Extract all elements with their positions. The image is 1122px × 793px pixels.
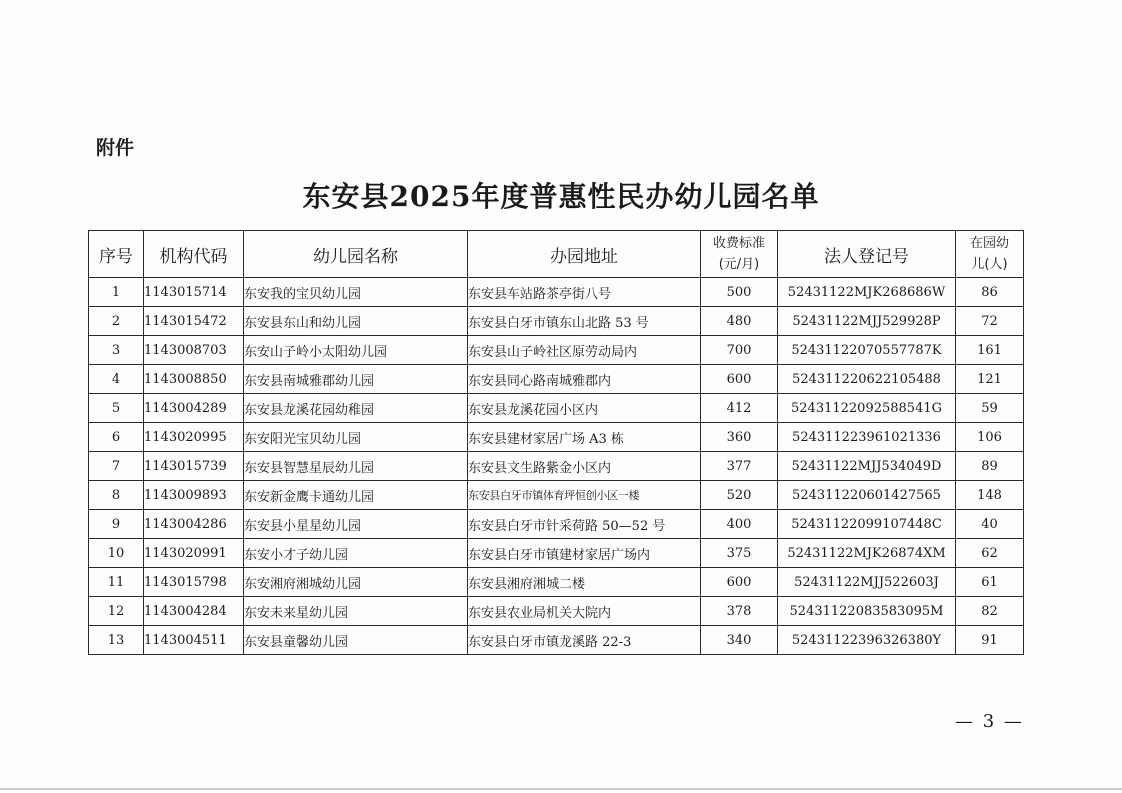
table-row bbox=[89, 568, 1024, 597]
column-header-reg-no: 法人登记号 bbox=[778, 231, 956, 278]
cell-name: 东安山子岭小太阳幼儿园 bbox=[244, 336, 468, 365]
table-row bbox=[89, 452, 1024, 481]
cell-reg-no: 52431122MJJ534049D bbox=[778, 452, 956, 481]
cell-index: 5 bbox=[89, 394, 144, 423]
cell-org-code: 1143015472 bbox=[144, 307, 244, 336]
cell-name: 东安县智慧星辰幼儿园 bbox=[244, 452, 468, 481]
table-row bbox=[89, 365, 1024, 394]
cell-children: 161 bbox=[956, 336, 1024, 365]
cell-fee: 412 bbox=[701, 394, 778, 423]
cell-reg-no: 52431122062210548​8 bbox=[778, 365, 956, 394]
cell-name: 东安未来星幼儿园 bbox=[244, 597, 468, 626]
cell-fee: 520 bbox=[701, 481, 778, 510]
cell-reg-no: 52431122099107448C bbox=[778, 510, 956, 539]
table-row bbox=[89, 307, 1024, 336]
table-row bbox=[89, 336, 1024, 365]
cell-reg-no: 52431122396102133​6 bbox=[778, 423, 956, 452]
cell-address: 东安县山子岭社区原劳动局内 bbox=[468, 336, 701, 365]
cell-reg-no: 52431122083583095M bbox=[778, 597, 956, 626]
cell-address: 东安县白牙市针采荷路 50—52 号 bbox=[468, 510, 701, 539]
table-row bbox=[89, 423, 1024, 452]
cell-children: 61 bbox=[956, 568, 1024, 597]
column-header-org-code: 机构代码 bbox=[144, 231, 244, 278]
cell-org-code: 1143004289 bbox=[144, 394, 244, 423]
cell-org-code: 1143009893 bbox=[144, 481, 244, 510]
document-title: 东安县2025年度普惠性民办幼儿园名单 bbox=[302, 180, 820, 213]
cell-name: 东安新金鹰卡通幼儿园 bbox=[244, 481, 468, 510]
cell-org-code: 1143020995 bbox=[144, 423, 244, 452]
column-header-address: 办园地址 bbox=[468, 231, 701, 278]
column-header-name: 幼儿园名称 bbox=[244, 231, 468, 278]
cell-index: 13 bbox=[89, 626, 144, 655]
cell-reg-no: 52431122MJJ529928P bbox=[778, 307, 956, 336]
attachment-label: 附件 bbox=[96, 137, 135, 159]
cell-index: 7 bbox=[89, 452, 144, 481]
cell-org-code: 1143004284 bbox=[144, 597, 244, 626]
cell-address: 东安县湘府湘城二楼 bbox=[468, 568, 701, 597]
cell-reg-no: 52431122092588541G bbox=[778, 394, 956, 423]
table-row bbox=[89, 597, 1024, 626]
cell-children: 82 bbox=[956, 597, 1024, 626]
cell-children: 59 bbox=[956, 394, 1024, 423]
cell-name: 东安县龙溪花园幼稚园 bbox=[244, 394, 468, 423]
cell-name: 东安县东山和幼儿园 bbox=[244, 307, 468, 336]
cell-org-code: 1143015798 bbox=[144, 568, 244, 597]
cell-children: 106 bbox=[956, 423, 1024, 452]
cell-address: 东安县农业局机关大院内 bbox=[468, 597, 701, 626]
cell-org-code: 1143015714 bbox=[144, 278, 244, 307]
cell-org-code: 1143008703 bbox=[144, 336, 244, 365]
cell-org-code: 1143008850 bbox=[144, 365, 244, 394]
table-row bbox=[89, 510, 1024, 539]
cell-fee: 700 bbox=[701, 336, 778, 365]
column-header-fee-line2: (元/月) bbox=[718, 257, 760, 272]
cell-name: 东安县南城雅郡幼儿园 bbox=[244, 365, 468, 394]
cell-address: 东安县龙溪花园小区内 bbox=[468, 394, 701, 423]
cell-address: 东安县白牙市镇体育坪恒创小区一楼 bbox=[468, 481, 701, 510]
cell-children: 62 bbox=[956, 539, 1024, 568]
cell-children: 72 bbox=[956, 307, 1024, 336]
cell-fee: 500 bbox=[701, 278, 778, 307]
cell-address: 东安县白牙市镇龙溪路 22-3 bbox=[468, 626, 701, 655]
cell-children: 89 bbox=[956, 452, 1024, 481]
cell-address: 东安县白牙市镇东山北路 53 号 bbox=[468, 307, 701, 336]
cell-fee: 600 bbox=[701, 568, 778, 597]
cell-index: 12 bbox=[89, 597, 144, 626]
cell-children: 40 bbox=[956, 510, 1024, 539]
cell-reg-no: 52431122MJK268686W bbox=[778, 278, 956, 307]
cell-children: 91 bbox=[956, 626, 1024, 655]
cell-index: 4 bbox=[89, 365, 144, 394]
cell-name: 东安我的宝贝幼儿园 bbox=[244, 278, 468, 307]
cell-fee: 360 bbox=[701, 423, 778, 452]
cell-fee: 375 bbox=[701, 539, 778, 568]
cell-index: 8 bbox=[89, 481, 144, 510]
cell-index: 2 bbox=[89, 307, 144, 336]
cell-address: 东安县建材家居广场 A3 栋 bbox=[468, 423, 701, 452]
cell-address: 东安县文生路紫金小区内 bbox=[468, 452, 701, 481]
page-number: — 3 — bbox=[955, 711, 1024, 732]
column-header-children-line1: 在园幼 bbox=[969, 236, 1009, 251]
cell-index: 1 bbox=[89, 278, 144, 307]
cell-address: 东安县车站路茶亭街八号 bbox=[468, 278, 701, 307]
cell-children: 86 bbox=[956, 278, 1024, 307]
cell-reg-no: 52431122MJJ522603J bbox=[778, 568, 956, 597]
cell-reg-no: 52431122396326380Y bbox=[778, 626, 956, 655]
cell-fee: 400 bbox=[701, 510, 778, 539]
cell-name: 东安湘府湘城幼儿园 bbox=[244, 568, 468, 597]
cell-address: 东安县白牙市镇建材家居广场内 bbox=[468, 539, 701, 568]
cell-reg-no: 52431122MJK26874XM bbox=[778, 539, 956, 568]
table-header-row bbox=[89, 231, 1024, 278]
cell-fee: 480 bbox=[701, 307, 778, 336]
cell-org-code: 1143004286 bbox=[144, 510, 244, 539]
column-header-fee bbox=[701, 231, 778, 278]
cell-reg-no: 52431122060142756​5 bbox=[778, 481, 956, 510]
table-row bbox=[89, 278, 1024, 307]
cell-org-code: 1143015739 bbox=[144, 452, 244, 481]
cell-index: 10 bbox=[89, 539, 144, 568]
table-row bbox=[89, 626, 1024, 655]
cell-name: 东安阳光宝贝幼儿园 bbox=[244, 423, 468, 452]
cell-address: 东安县同心路南城雅郡内 bbox=[468, 365, 701, 394]
kindergarten-table bbox=[88, 230, 1024, 655]
cell-fee: 600 bbox=[701, 365, 778, 394]
cell-name: 东安县童馨幼儿园 bbox=[244, 626, 468, 655]
cell-fee: 340 bbox=[701, 626, 778, 655]
scan-edge-divider bbox=[0, 788, 1122, 790]
cell-index: 11 bbox=[89, 568, 144, 597]
cell-org-code: 1143020991 bbox=[144, 539, 244, 568]
cell-name: 东安县小星星幼儿园 bbox=[244, 510, 468, 539]
table-row bbox=[89, 481, 1024, 510]
cell-children: 148 bbox=[956, 481, 1024, 510]
column-header-children bbox=[956, 231, 1024, 278]
cell-index: 9 bbox=[89, 510, 144, 539]
cell-fee: 378 bbox=[701, 597, 778, 626]
cell-children: 121 bbox=[956, 365, 1024, 394]
cell-index: 3 bbox=[89, 336, 144, 365]
table-row bbox=[89, 394, 1024, 423]
cell-index: 6 bbox=[89, 423, 144, 452]
cell-fee: 377 bbox=[701, 452, 778, 481]
column-header-index: 序号 bbox=[89, 231, 144, 278]
cell-org-code: 1143004511 bbox=[144, 626, 244, 655]
cell-name: 东安小才子幼儿园 bbox=[244, 539, 468, 568]
column-header-fee-line1: 收费标准 bbox=[712, 236, 765, 251]
column-header-children-line2: 儿(人) bbox=[971, 257, 1008, 272]
cell-reg-no: 52431122070557787K bbox=[778, 336, 956, 365]
table-row bbox=[89, 539, 1024, 568]
